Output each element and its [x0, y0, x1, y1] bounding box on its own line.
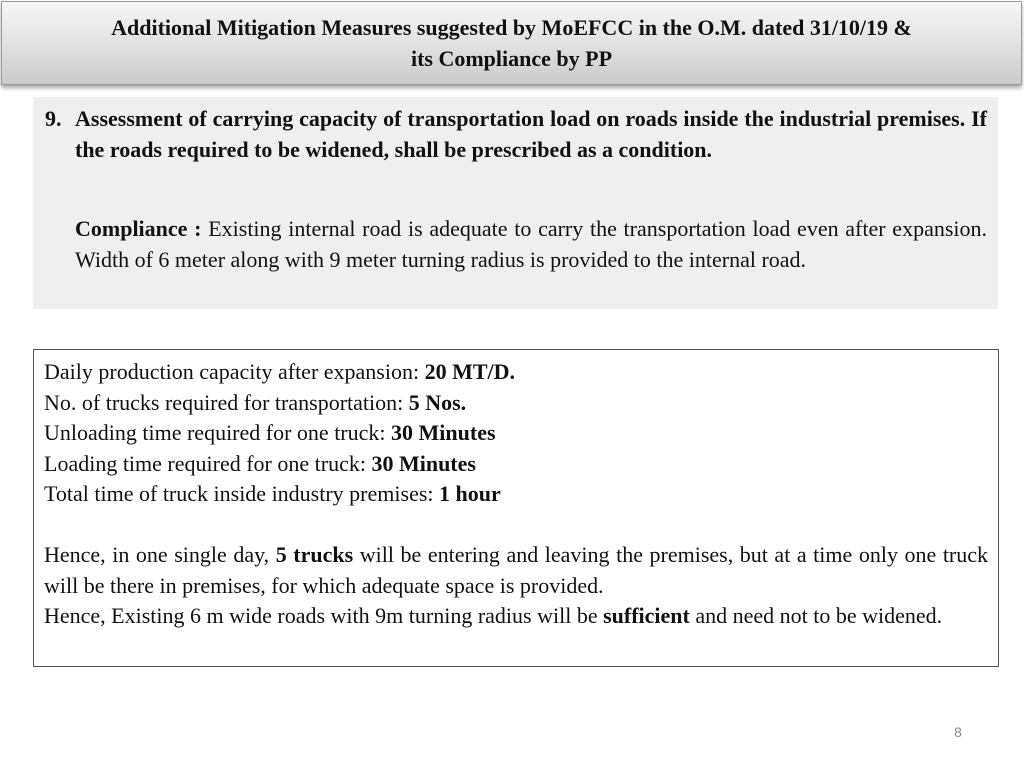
slide-title-line-1: Additional Mitigation Measures suggested by MoEFCC in the O.M. dated 31/10/19 &	[111, 15, 912, 40]
page-number: 8	[954, 724, 962, 740]
calc-item	[44, 418, 988, 449]
condition-text: Assessment of carrying capacity of transportation load on roads inside the industrial premises. If the roads required to be widened, shall be prescribed as a condition.	[75, 106, 987, 162]
condition-statement	[45, 103, 987, 165]
calc-item-value: 20 MT/D.	[424, 359, 516, 384]
slide-title-banner	[1, 1, 1022, 85]
slide-title-line-2: its Compliance by PP	[410, 46, 613, 71]
calc-item-value: 1 hour	[439, 481, 501, 506]
calc-item-value: 5 Nos.	[408, 389, 467, 415]
calc-item	[44, 388, 988, 419]
calc-item-label: Total time of truck inside industry premises:	[44, 481, 434, 506]
calc-item-label: Unloading time required for one truck:	[44, 420, 386, 445]
compliance-label: Compliance :	[75, 216, 202, 241]
capacity-calculation-box	[33, 349, 999, 667]
conclusion-trucks-prefix: Hence, in one single day,	[44, 542, 270, 567]
conclusion-roads-suffix: and need not to be widened.	[695, 603, 943, 628]
calc-item	[44, 479, 988, 510]
conclusion-roads-prefix: Hence, Existing 6 m wide roads with 9m turning radius will be	[44, 603, 598, 628]
calc-item-label: No. of trucks required for transportation:	[44, 389, 404, 415]
conclusion-roads-bold: sufficient	[603, 603, 690, 628]
condition-panel	[33, 97, 998, 309]
condition-number: 9.	[45, 106, 62, 131]
calc-item-value: 30 Minutes	[371, 450, 476, 476]
conclusion-trucks	[44, 540, 988, 601]
compliance-text: Existing internal road is adequate to carry the transportation load even after expansion. Width of 6 meter along with 9 meter turning radius is provided to the internal road.	[75, 216, 988, 272]
conclusion-trucks-suffix: will be entering and leaving the premises, but at a time only one truck will be there in premises, for which adequate space is provided.	[44, 542, 989, 598]
conclusion-trucks-bold: 5 trucks	[275, 542, 354, 567]
calc-item-label: Daily production capacity after expansion:	[44, 359, 420, 384]
compliance-statement	[75, 213, 987, 275]
calc-item-label: Loading time required for one truck:	[44, 450, 366, 476]
calc-item	[44, 449, 988, 480]
conclusion-roads	[44, 601, 988, 632]
calc-item	[44, 357, 988, 388]
calc-item-value: 30 Minutes	[391, 420, 496, 445]
paragraph-spacer	[44, 510, 988, 541]
